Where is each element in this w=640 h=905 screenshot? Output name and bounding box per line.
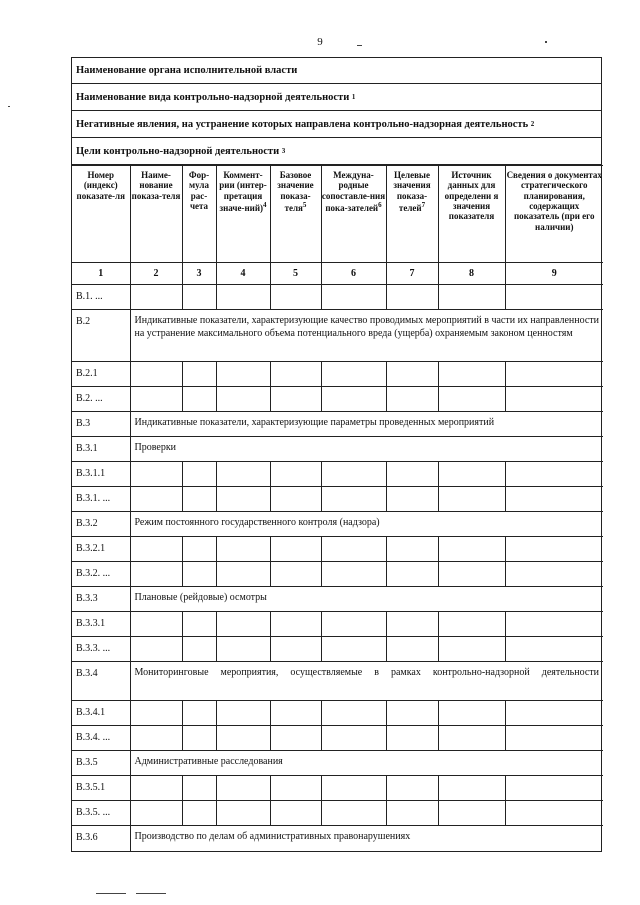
empty-cell (321, 537, 386, 562)
empty-cell (505, 637, 603, 662)
column-number: 2 (130, 263, 182, 285)
empty-cell (130, 612, 182, 637)
column-number: 5 (270, 263, 321, 285)
empty-cell (130, 362, 182, 387)
table-row (72, 310, 603, 362)
row-code: В.3.5 (72, 751, 130, 776)
empty-cell (270, 726, 321, 751)
empty-cell (182, 562, 216, 587)
row-code: В.3.3.1 (72, 612, 130, 637)
empty-cell (505, 562, 603, 587)
goals-row (72, 138, 601, 165)
column-number: 1 (72, 263, 130, 285)
empty-cell (438, 801, 505, 826)
empty-cell (270, 701, 321, 726)
empty-cell (182, 701, 216, 726)
column-number: 4 (216, 263, 270, 285)
empty-cell (505, 612, 603, 637)
column-number: 6 (321, 263, 386, 285)
empty-cell (386, 612, 438, 637)
empty-cell (182, 487, 216, 512)
row-code: В.3.5.1 (72, 776, 130, 801)
row-code: В.1. ... (72, 285, 130, 310)
empty-cell (216, 701, 270, 726)
column-header: Коммент-рии (интер-претация значе-ний)$^4$ (216, 166, 270, 263)
row-code: В.3.1. ... (72, 487, 130, 512)
empty-cell (438, 562, 505, 587)
table-row (72, 637, 603, 662)
empty-cell (505, 362, 603, 387)
empty-cell (321, 776, 386, 801)
row-code: В.3.2. ... (72, 562, 130, 587)
empty-cell (438, 387, 505, 412)
row-code: В.3.6 (72, 826, 130, 851)
column-header: Базовое значение показа-теля$^5$ (270, 166, 321, 263)
empty-cell (386, 701, 438, 726)
table-row (72, 487, 603, 512)
empty-cell (216, 801, 270, 826)
empty-cell (216, 537, 270, 562)
scan-mark (545, 41, 547, 43)
indicator-form (71, 57, 602, 852)
empty-cell (321, 362, 386, 387)
negative-phenomena-row (72, 111, 601, 138)
table-row (72, 562, 603, 587)
empty-cell (216, 612, 270, 637)
empty-cell (505, 726, 603, 751)
scan-mark (96, 893, 126, 894)
empty-cell (386, 776, 438, 801)
empty-cell (505, 462, 603, 487)
table-row (72, 537, 603, 562)
empty-cell (216, 487, 270, 512)
table-row (72, 776, 603, 801)
empty-cell (386, 537, 438, 562)
column-number: 7 (386, 263, 438, 285)
empty-cell (321, 637, 386, 662)
scan-mark (136, 893, 166, 894)
empty-cell (130, 562, 182, 587)
negative-phenomena-label: Негативные явления, на устранение которых направлена контрольно-надзорная деятельность (76, 118, 529, 130)
column-header: Целевые значения показа-телей$^7$ (386, 166, 438, 263)
empty-cell (386, 387, 438, 412)
section-title: Административные расследования (130, 751, 603, 776)
empty-cell (216, 387, 270, 412)
empty-cell (321, 726, 386, 751)
empty-cell (270, 612, 321, 637)
empty-cell (270, 801, 321, 826)
empty-cell (216, 362, 270, 387)
empty-cell (182, 537, 216, 562)
column-header: Междуна-родные сопоставле-ния пока-зателей$^6$ (321, 166, 386, 263)
authority-name-row (72, 58, 601, 84)
column-number: 9 (505, 263, 603, 285)
table-row (72, 285, 603, 310)
table-row (72, 412, 603, 437)
row-code: В.3 (72, 412, 130, 437)
column-numbers-row (72, 263, 603, 285)
table-row (72, 826, 603, 851)
activity-type-row (72, 84, 601, 111)
table-row (72, 726, 603, 751)
column-header: Наиме-нование показа-теля (130, 166, 182, 263)
indicators-table (72, 165, 603, 851)
empty-cell (386, 362, 438, 387)
authority-name-label: Наименование органа исполнительной власти (76, 65, 298, 76)
empty-cell (386, 487, 438, 512)
table-row (72, 462, 603, 487)
column-header: Источник данных для определени я значения показателя (438, 166, 505, 263)
empty-cell (216, 562, 270, 587)
empty-cell (321, 487, 386, 512)
empty-cell (216, 637, 270, 662)
empty-cell (321, 462, 386, 487)
empty-cell (438, 701, 505, 726)
activity-type-label: Наименование вида контрольно-надзорной деятельности (76, 91, 350, 103)
empty-cell (130, 801, 182, 826)
row-code: В.3.1.1 (72, 462, 130, 487)
empty-cell (438, 637, 505, 662)
empty-cell (130, 387, 182, 412)
section-title: Производство по делам об административных правонарушениях (130, 826, 603, 851)
empty-cell (270, 637, 321, 662)
empty-cell (182, 462, 216, 487)
goals-label: Цели контрольно-надзорной деятельности (76, 145, 280, 157)
empty-cell (182, 612, 216, 637)
scan-mark (357, 45, 362, 46)
section-title: Режим постоянного государственного контроля (надзора) (130, 512, 603, 537)
row-code: В.3.1 (72, 437, 130, 462)
empty-cell (386, 462, 438, 487)
empty-cell (130, 701, 182, 726)
empty-cell (438, 487, 505, 512)
section-title: Индикативные показатели, характеризующие параметры проведенных мероприятий (130, 412, 603, 437)
empty-cell (182, 285, 216, 310)
row-code: В.3.4 (72, 662, 130, 701)
column-header: Номер (индекс) показате-ля (72, 166, 130, 263)
empty-cell (505, 285, 603, 310)
column-header: Сведения о документах стратегического планирования, содержащих показатель (при его наличии) (505, 166, 603, 263)
table-row (72, 612, 603, 637)
empty-cell (216, 285, 270, 310)
table-row (72, 362, 603, 387)
empty-cell (505, 801, 603, 826)
empty-cell (216, 462, 270, 487)
row-code: В.3.4. ... (72, 726, 130, 751)
empty-cell (270, 285, 321, 310)
empty-cell (438, 462, 505, 487)
empty-cell (182, 726, 216, 751)
empty-cell (270, 487, 321, 512)
empty-cell (182, 362, 216, 387)
page-number: 9 (317, 36, 323, 48)
column-header: Фор-мула рас-чета (182, 166, 216, 263)
table-row (72, 437, 603, 462)
empty-cell (505, 387, 603, 412)
empty-cell (438, 285, 505, 310)
empty-cell (130, 726, 182, 751)
empty-cell (438, 726, 505, 751)
empty-cell (130, 776, 182, 801)
empty-cell (216, 776, 270, 801)
empty-cell (270, 362, 321, 387)
empty-cell (321, 701, 386, 726)
empty-cell (321, 387, 386, 412)
empty-cell (130, 285, 182, 310)
empty-cell (505, 776, 603, 801)
table-row (72, 701, 603, 726)
empty-cell (270, 387, 321, 412)
column-number: 8 (438, 263, 505, 285)
empty-cell (386, 801, 438, 826)
empty-cell (505, 487, 603, 512)
row-code: В.3.5. ... (72, 801, 130, 826)
empty-cell (270, 562, 321, 587)
empty-cell (130, 637, 182, 662)
footnote-mark: 3 (281, 147, 286, 155)
empty-cell (270, 776, 321, 801)
empty-cell (182, 387, 216, 412)
empty-cell (386, 726, 438, 751)
row-code: В.3.3. ... (72, 637, 130, 662)
empty-cell (438, 537, 505, 562)
empty-cell (270, 462, 321, 487)
empty-cell (130, 487, 182, 512)
empty-cell (130, 537, 182, 562)
section-title: Индикативные показатели, характеризующие качество проводимых мероприятий в части их направленности на устранение максимального объема потенциального вреда (ущерба) охраняемым законом ценностям (130, 310, 603, 362)
row-code: В.3.4.1 (72, 701, 130, 726)
row-code: В.2. ... (72, 387, 130, 412)
empty-cell (505, 701, 603, 726)
empty-cell (182, 801, 216, 826)
empty-cell (321, 562, 386, 587)
empty-cell (321, 285, 386, 310)
empty-cell (386, 285, 438, 310)
table-row (72, 387, 603, 412)
column-number: 3 (182, 263, 216, 285)
row-code: В.3.2 (72, 512, 130, 537)
empty-cell (216, 726, 270, 751)
empty-cell (270, 537, 321, 562)
row-code: В.3.3 (72, 587, 130, 612)
empty-cell (438, 776, 505, 801)
column-headers (72, 166, 603, 263)
empty-cell (386, 637, 438, 662)
footnote-mark: 1 (351, 93, 356, 101)
empty-cell (505, 537, 603, 562)
footnote-mark: 2 (530, 120, 535, 128)
empty-cell (321, 612, 386, 637)
section-title: Плановые (рейдовые) осмотры (130, 587, 603, 612)
table-row (72, 587, 603, 612)
table-row (72, 801, 603, 826)
empty-cell (321, 801, 386, 826)
section-title: Мониторинговые мероприятия, осуществляемые в рамках контрольно-надзорной деятельности (130, 662, 603, 701)
row-code: В.2 (72, 310, 130, 362)
empty-cell (438, 362, 505, 387)
scan-mark (8, 106, 10, 107)
empty-cell (438, 612, 505, 637)
table-row (72, 512, 603, 537)
empty-cell (130, 462, 182, 487)
table-row (72, 751, 603, 776)
table-row (72, 662, 603, 701)
row-code: В.3.2.1 (72, 537, 130, 562)
section-title: Проверки (130, 437, 603, 462)
empty-cell (182, 776, 216, 801)
empty-cell (386, 562, 438, 587)
empty-cell (182, 637, 216, 662)
row-code: В.2.1 (72, 362, 130, 387)
